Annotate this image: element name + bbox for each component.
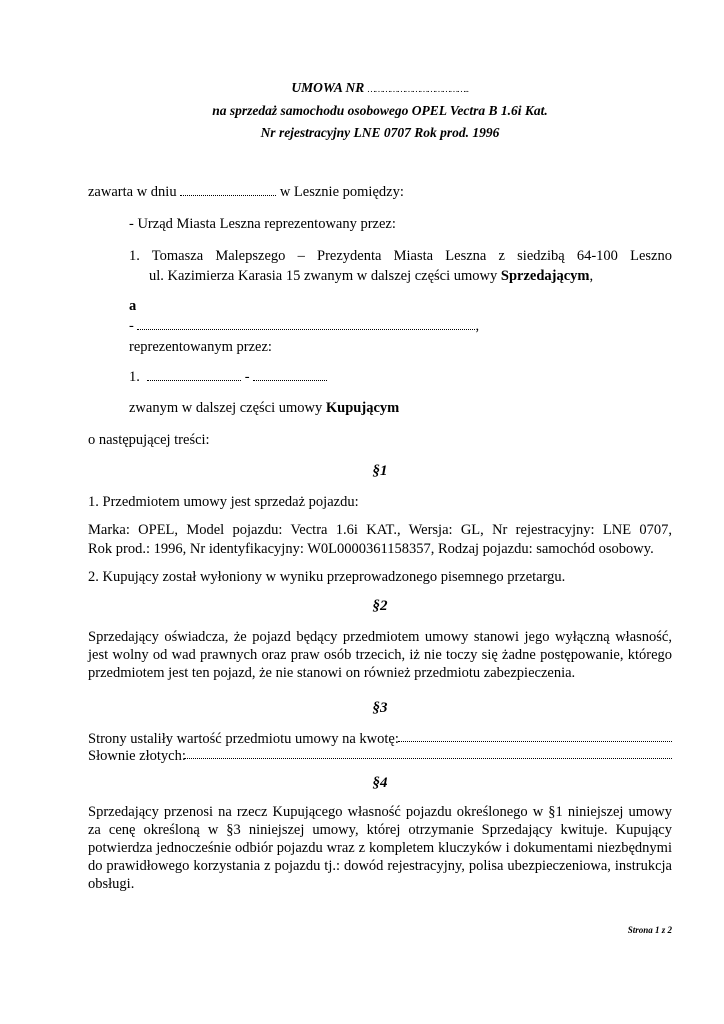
and-conjunction: a [129, 298, 137, 314]
seller-rep-line2-comma: , [589, 268, 594, 284]
section-4-title: §4 [372, 775, 388, 791]
seller-rep-line1: 1. Tomasza Malepszego – Prezydenta Miasta Leszna z siedzibą 64-100 Leszno [129, 248, 672, 264]
contract-subtitle: na sprzedaż samochodu osobowego OPEL Vectra B 1.6i Kat. [212, 103, 548, 118]
seller-role: Sprzedającym [500, 268, 590, 284]
following-content: o następującej treści: [88, 432, 210, 448]
buyer-rep-role-blank [253, 370, 327, 381]
contract-registration: Nr rejestracyjny LNE 0707 Rok prod. 1996 [260, 125, 500, 140]
buyer-rep-number: 1. [129, 369, 140, 385]
section-3-words-label: Słownie złotych: [88, 748, 186, 764]
seller-office: - Urząd Miasta Leszna reprezentowany przez: [129, 216, 396, 232]
contract-number-dots: ………………………………….. [367, 84, 469, 94]
amount-words-blank [184, 758, 672, 759]
section-4-line5: obsługi. [88, 876, 135, 892]
concluded-line [88, 184, 404, 201]
contract-number-label: UMOWA NR [291, 80, 365, 95]
section-4-line3: potwierdza jednocześnie odbiór pojazdu wraz z kompletem kluczyków i dokumentami niezbędnymi [88, 840, 672, 856]
concluded-suffix: w Lesznie pomiędzy: [279, 184, 404, 200]
buyer-rep-name-blank [147, 370, 241, 381]
concluded-prefix: zawarta w dniu [88, 184, 177, 200]
section-1-title: §1 [372, 463, 388, 479]
section-2-line3: przedmiotem jest ten pojazd, że nie stanowi on również przedmiotu zabezpieczenia. [88, 665, 576, 681]
section-3-amount-label: Strony ustaliły wartość przedmiotu umowy na kwotę: [88, 731, 399, 747]
section-4-line4: do prawidłowego korzystania z pojazdu tj.: dowód rejestracyjny, polisa ubezpieczeniowa, instrukcja [88, 858, 672, 874]
buyer-called-text: zwanym w dalszej części umowy [129, 400, 323, 416]
buyer-dash: - [129, 318, 134, 334]
section-4-line1: Sprzedający przenosi na rzecz Kupującego własność pojazdu określonego w §1 niniejszej umowy [88, 804, 672, 820]
section-4-line2: za cenę określoną w §3 niniejszej umowy, której otrzymanie Sprzedający kwituje. Kupujący [88, 822, 672, 838]
date-blank [180, 185, 276, 196]
buyer-line [129, 318, 479, 335]
buyer-rep-line [129, 369, 327, 386]
section-1-vehicle-line1: Marka: OPEL, Model pojazdu: Vectra 1.6i KAT., Wersja: GL, Nr rejestracyjny: LNE 0707, [88, 522, 672, 538]
section-2-line2: jest wolny od wad prawnych oraz praw osób trzecich, iż nie toczy się żadne postępowanie, którego [88, 647, 672, 663]
amount-blank [398, 741, 672, 742]
seller-rep-line2 [149, 268, 593, 285]
section-2-title: §2 [372, 598, 388, 614]
contract-title [88, 80, 672, 96]
represented-by: reprezentowanym przez: [129, 339, 272, 355]
buyer-called-line [129, 400, 399, 417]
section-3-title: §3 [372, 700, 388, 716]
seller-rep-line2-text: ul. Kazimierza Karasia 15 zwanym w dalszej części umowy [149, 268, 498, 284]
section-2-line1: Sprzedający oświadcza, że pojazd będący przedmiotem umowy stanowi jego wyłączną własność, [88, 629, 672, 645]
buyer-comma: , [475, 318, 480, 334]
section-1-p3: 2. Kupujący został wyłoniony w wyniku przeprowadzonego pisemnego przetargu. [88, 569, 566, 585]
section-1-p1: 1. Przedmiotem umowy jest sprzedaż pojazdu: [88, 494, 359, 510]
page-number: Strona 1 z 2 [627, 925, 672, 935]
buyer-rep-dash: - [244, 369, 250, 385]
section-1-vehicle-line2: Rok prod.: 1996, Nr identyfikacyjny: W0L0000361158357, Rodzaj pojazdu: samochód osobowy. [88, 541, 654, 557]
buyer-role: Kupującym [325, 400, 400, 416]
buyer-name-blank [137, 319, 475, 330]
